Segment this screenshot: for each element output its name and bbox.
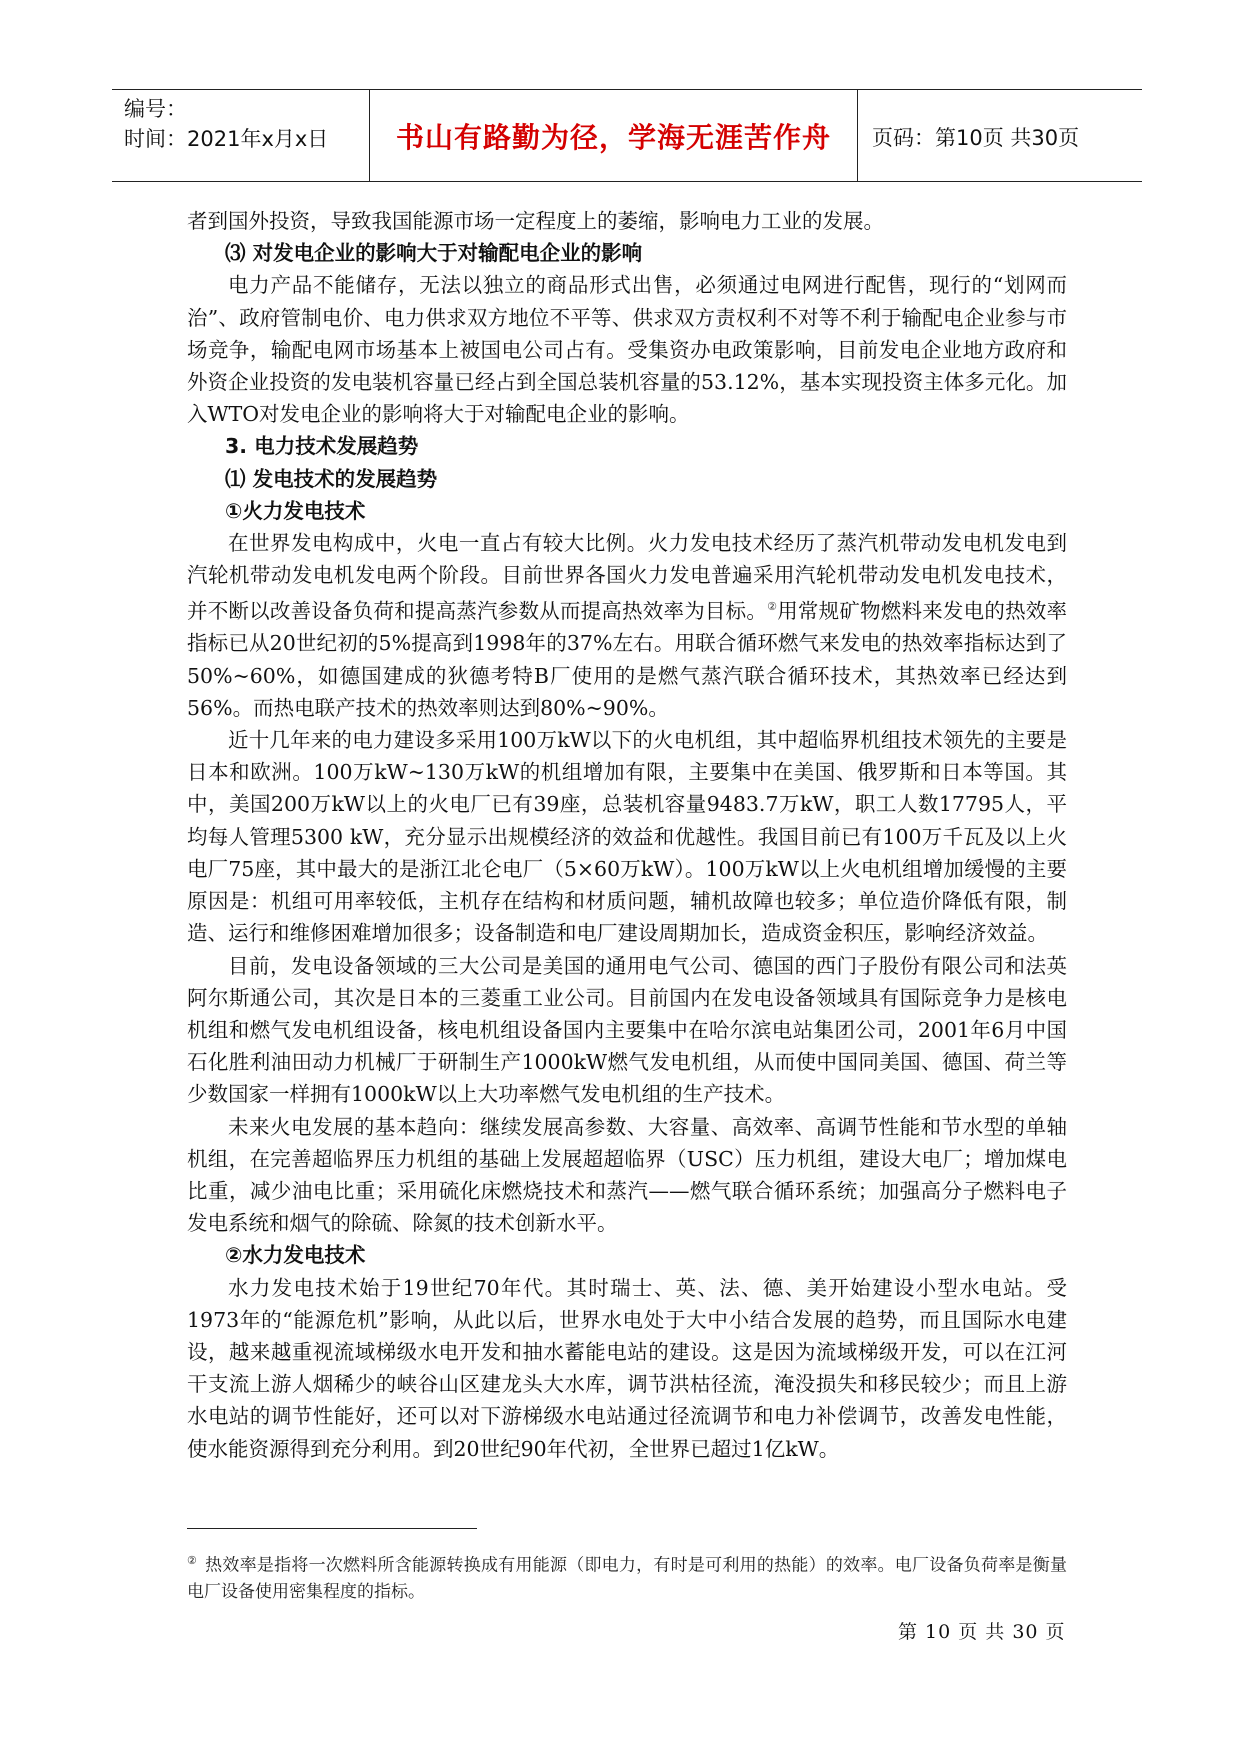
paragraph-text: 用常规矿物燃料来发电的热效率指标已从20世纪初的5%提高到1998年的37%左右。用联合循环燃气来发电的热效率指标达到了50%~60%，如德国建成的狄德考特B厂使用的是燃气蒸汽联合循环技术，其热效率已经达到56%。而热电联产技术的热效率则达到80%~90%。: [187, 599, 1068, 720]
paragraph: 者到国外投资，导致我国能源市场一定程度上的萎缩，影响电力工业的发展。: [187, 209, 884, 233]
paragraph: [187, 527, 1067, 724]
paragraph: 水力发电技术始于19世纪70年代。其时瑞士、英、法、德、美开始建设小型水电站。受1973年的“能源危机”影响，从此以后，世界水电处于大中小结合发展的趋势，而且国际水电建设，越来越重视流域梯级水电开发和抽水蓄能电站的建设。这是因为流域梯级开发，可以在江河干支流上游人烟稀少的峡谷山区建龙头大水库，调节洪枯径流，淹没损失和移民较少；而且上游水电站的调节性能好，还可以对下游梯级水电站通过径流调节和电力补偿调节，改善发电性能，使水能资源得到充分利用。到20世纪90年代初，全世界已超过1亿kW。: [187, 1275, 1067, 1461]
paragraph-text: 在世界发电构成中，火电一直占有较大比例。火力发电技术经历了蒸汽机带动发电机发电到汽轮机带动发电机发电两个阶段。目前世界各国火力发电普遍采用汽轮机带动发电机发电技术，并不断以改善设备负荷和提高蒸汽参数从而提高热效率为目标。: [187, 531, 1067, 624]
footnote-text: 热效率是指将一次燃料所含能源转换成有用能源（即电力，有时是可利用的热能）的效率。电厂设备负荷率是衡量电厂设备使用密集程度的指标。: [187, 1555, 1067, 1602]
footnote-ref[interactable]: ②: [767, 600, 778, 614]
section-heading: ②水力发电技术: [225, 1243, 366, 1268]
paragraph: 目前，发电设备领域的三大公司是美国的通用电气公司、德国的西门子股份有限公司和法英阿尔斯通公司，其次是日本的三菱重工业公司。目前国内在发电设备领域具有国际竞争力是核电机组和燃气发电机组设备，核电机组设备国内主要集中在哈尔滨电站集团公司，2001年6月中国石化胜利油田动力机械厂于研制生产1000kW燃气发电机组，从而使中国同美国、德国、荷兰等少数国家一样拥有1000kW以上大功率燃气发电机组的生产技术。: [187, 953, 1067, 1107]
paragraph: 未来火电发展的基本趋向：继续发展高参数、大容量、高效率、高调节性能和节水型的单轴机组，在完善超临界压力机组的基础上发展超超临界（USC）压力机组，建设大电厂；增加煤电比重，减少油电比重；采用硫化床燃烧技术和蒸汽——燃气联合循环系统；加强高分子燃料电子发电系统和烟气的除硫、除氮的技术创新水平。: [187, 1114, 1067, 1236]
paragraph: 电力产品不能储存，无法以独立的商品形式出售，必须通过电网进行配售，现行的“划网而治”、政府管制电价、电力供求双方地位不平等、供求双方责权利不对等不利于输配电企业参与市场竞争，输配电网市场基本上被国电公司占有。受集资办电政策影响，目前发电企业地方政府和外资企业投资的发电装机容量已经占到全国总装机容量的53.12%，基本实现投资主体多元化。加入WTO对发电企业的影响将大于对输配电企业的影响。: [187, 273, 1067, 427]
page-number: 第 10 页 共 30 页: [898, 1621, 1066, 1643]
footnote: [187, 1548, 1067, 1605]
section-heading: 3. 电力技术发展趋势: [225, 434, 419, 459]
section-heading: ⑴ 发电技术的发展趋势: [225, 466, 438, 491]
header-page-label: 页码：第10页 共30页: [872, 126, 1080, 150]
footnote-separator: [187, 1528, 477, 1529]
header-motto: 书山有路勤为径，学海无涯苦作舟: [395, 121, 831, 154]
paragraph: 近十几年来的电力建设多采用100万kW以下的火电机组，其中超临界机组技术领先的主要是日本和欧洲。100万kW~130万kW的机组增加有限，主要集中在美国、俄罗斯和日本等国。其中，美国200万kW以上的火电厂已有39座，总装机容量9483.7万kW，职工人数17795人，平均每人管理5300 kW，充分显示出规模经济的效益和优越性。我国目前已有100万千瓦及以上火电厂75座，其中最大的是浙江北仑电厂（5×60万kW）。100万kW以上火电机组增加缓慢的主要原因是：机组可用率较低，主机存在结构和材质问题，辅机故障也较多；单位造价降低有限，制造、运行和维修困难增加很多；设备制造和电厂建设周期加长，造成资金积压，影响经济效益。: [187, 728, 1067, 946]
code-label: 编号：: [124, 97, 187, 121]
header-meta: [124, 94, 328, 154]
page-header: [112, 89, 1142, 182]
section-heading: ⑶ 对发电企业的影响大于对输配电企业的影响: [225, 241, 643, 266]
document-body: [187, 205, 1067, 1465]
section-heading: ①火力发电技术: [225, 498, 366, 523]
time-label: 时间：2021年x月x日: [124, 127, 329, 151]
header-divider: [857, 90, 858, 181]
footnote-marker: ②: [187, 1554, 198, 1567]
